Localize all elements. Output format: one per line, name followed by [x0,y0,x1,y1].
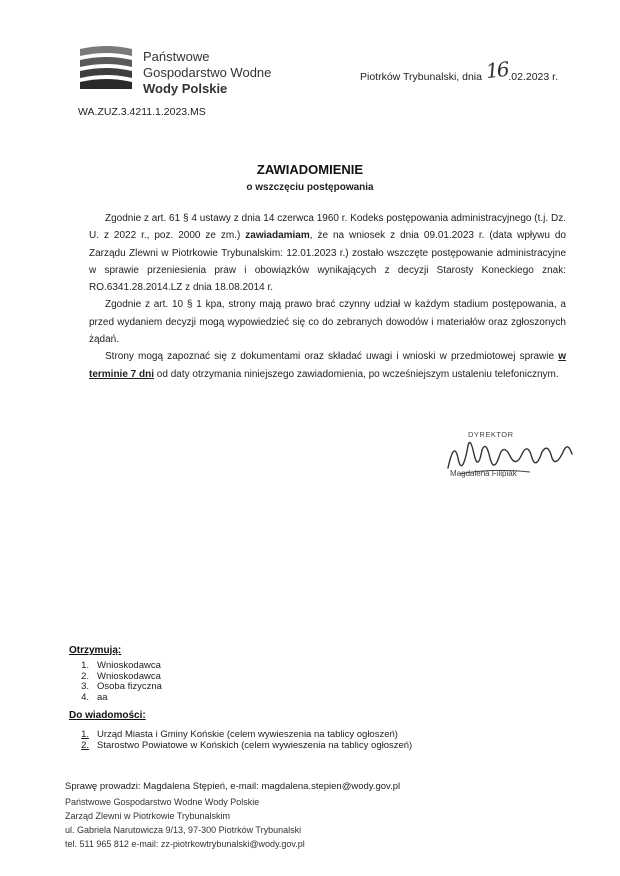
org-line-3: Wody Polskie [143,81,228,96]
handwritten-day: 16 [484,56,509,84]
paragraph-3: Strony mogą zapoznać się z dokumentami oraz składać uwagi i wnioski w przedmiotowej sprawie w terminie 7 dni od daty otrzymania niniejszego zawiadomienia, po wcześniejszym ustaleniu telefonicznym. [89,351,566,380]
list-item: 1. Urząd Miasta i Gminy Końskie (celem wywieszenia na tablicy ogłoszeń) [81,729,398,740]
cc-title: Do wiadomości: [69,710,146,721]
document-title: ZAWIADOMIENIE [256,162,364,177]
deadline: w terminie 7 dni [89,351,566,380]
signatory-title: DYREKTOR [468,430,514,439]
case-handler-contact: Sprawę prowadzi: Magdalena Stępień, e-mail: magdalena.stepien@wody.gov.pl [65,781,401,792]
wody-polskie-logo [78,45,134,89]
footer-line-2: Zarząd Zlewni w Piotrkowie Trybunalskim [65,811,231,821]
list-item: 2. Wnioskodawca [81,670,161,682]
recipients-list [65,661,162,703]
list-item: 1. Wnioskodawca [81,660,161,671]
case-reference: WA.ZUZ.3.4211.1.2023.MS [78,106,206,118]
recipients-title: Otrzymują: [69,645,122,656]
footer-line-3: ul. Gabriela Narutowicza 9/13, 97-300 Piotrków Trybunalski [65,825,302,835]
footer-line-4: tel. 511 965 812 e-mail: zz-piotrkowtrybunalski@wody.gov.pl [65,839,305,849]
place-and-date [360,56,558,85]
signatory-name: Magdalena Filipiak [450,469,517,478]
place-prefix: Piotrków Trybunalski, dnia [360,71,482,83]
org-line-1: Państwowe [143,49,210,64]
date-suffix: .02.2023 r. [508,71,558,83]
paragraph-1: Zgodnie z art. 61 § 4 ustawy z dnia 14 czerwca 1960 r. Kodeks postępowania administracyjnego (t.j. Dz. U. z 2022 r., poz. 2000 ze zm.) zawiadamiam, że na wniosek z dnia 09.01.2023 r. (data wpływu do Zarządu Zlewni w Piotrkowie Trybunalskim: 12.01.2023 r.) zostało wszczęte postępowanie administracyjne w sprawie przeniesienia praw i obowiązków wynikających z decyzji Starosty Koneckiego znak: RO.6341.28.2014.LZ z dnia 18.08.2014 r. [89,213,566,294]
document-body [89,210,566,383]
emphasis-notify: zawiadamiam [245,230,310,242]
footer-line-1: Państwowe Gospodarstwo Wodne Wody Polskie [65,797,260,807]
list-item: 3. Osoba fizyczna [81,681,162,692]
org-line-2: Gospodarstwo Wodne [143,65,272,80]
document-subtitle: o wszczęciu postępowania [246,182,374,193]
list-item: 2. Starostwo Powiatowe w Końskich (celem wywieszenia na tablicy ogłoszeń) [81,739,413,751]
list-item: 4. aa [81,691,108,703]
paragraph-2: Zgodnie z art. 10 § 1 kpa, strony mają prawo brać czynny udział w każdym stadium postępowania, a przed wydaniem decyzji mogą wypowiedzieć się co do zebranych dowodów i materiałów oraz zgłoszonych żądań. [89,299,566,346]
cc-list [65,730,412,751]
